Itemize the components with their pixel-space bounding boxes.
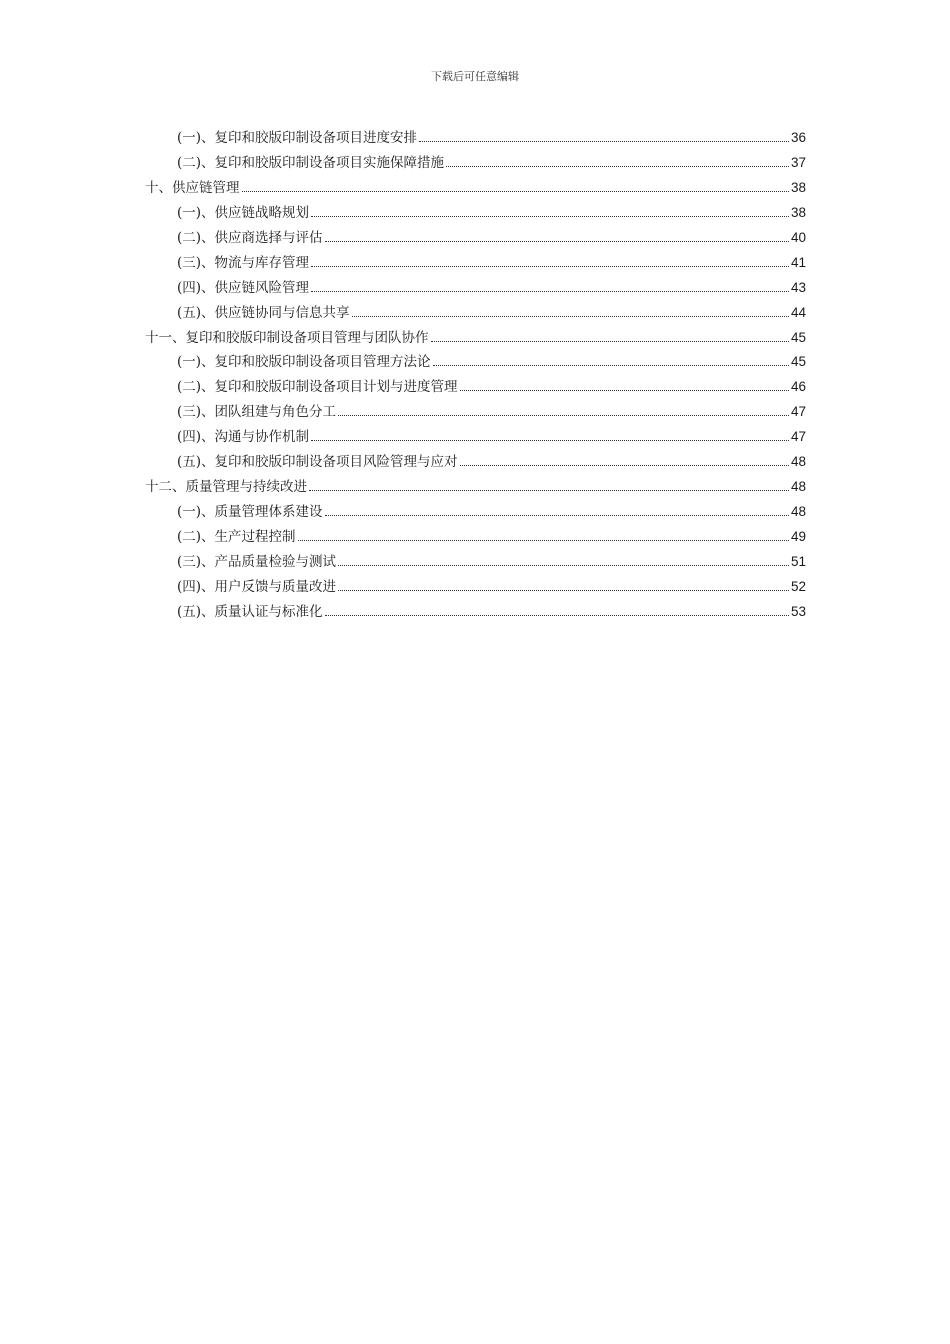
toc-dot-leader bbox=[460, 454, 789, 466]
toc-section-entry[interactable] bbox=[145, 425, 806, 450]
toc-section-entry[interactable] bbox=[145, 550, 806, 575]
toc-section-entry[interactable] bbox=[145, 375, 806, 400]
toc-entry-title: (三)、产品质量检验与测试 bbox=[177, 553, 337, 570]
toc-entry-title: (一)、复印和胶版印制设备项目进度安排 bbox=[177, 130, 418, 146]
toc-entry-title: (四)、用户反馈与质量改进 bbox=[177, 578, 337, 595]
toc-page-number: 48 bbox=[790, 504, 806, 520]
toc-dot-leader bbox=[446, 155, 789, 167]
toc-entry-title: (二)、生产过程控制 bbox=[177, 529, 296, 545]
toc-chapter-entry[interactable] bbox=[145, 176, 806, 201]
toc-dot-leader bbox=[419, 130, 789, 142]
toc-page-number: 45 bbox=[790, 354, 806, 370]
toc-dot-leader bbox=[338, 554, 789, 566]
toc-section-entry[interactable] bbox=[145, 151, 806, 176]
toc-page-number: 43 bbox=[790, 279, 806, 295]
toc-chapter-entry[interactable] bbox=[145, 326, 806, 351]
toc-section-entry[interactable] bbox=[145, 226, 806, 251]
toc-page-number: 38 bbox=[790, 179, 806, 195]
toc-entry-title: (四)、供应链风险管理 bbox=[177, 279, 310, 296]
toc-page-number: 38 bbox=[790, 204, 806, 220]
toc-section-entry[interactable] bbox=[145, 525, 806, 550]
toc-page-number: 47 bbox=[790, 429, 806, 445]
toc-dot-leader bbox=[352, 305, 789, 317]
toc-page-number: 40 bbox=[790, 229, 806, 245]
toc-page-number: 53 bbox=[790, 603, 806, 619]
toc-section-entry[interactable] bbox=[145, 251, 806, 276]
table-of-contents bbox=[145, 126, 806, 625]
toc-page-number: 45 bbox=[790, 329, 806, 345]
toc-dot-leader bbox=[311, 280, 789, 292]
toc-entry-title: (四)、沟通与协作机制 bbox=[177, 429, 310, 446]
toc-page-number: 48 bbox=[790, 454, 806, 470]
toc-page-number: 36 bbox=[790, 130, 806, 145]
toc-dot-leader bbox=[311, 255, 789, 267]
toc-entry-title: (三)、物流与库存管理 bbox=[177, 254, 310, 271]
toc-page-number: 44 bbox=[790, 304, 806, 320]
toc-dot-leader bbox=[325, 504, 789, 516]
toc-section-entry[interactable] bbox=[145, 301, 806, 326]
toc-dot-leader bbox=[460, 379, 789, 391]
toc-page-number: 37 bbox=[790, 154, 806, 170]
toc-page-number: 46 bbox=[790, 379, 806, 395]
toc-entry-title: (一)、质量管理体系建设 bbox=[177, 504, 323, 521]
toc-entry-title: (五)、供应链协同与信息共享 bbox=[177, 304, 350, 321]
toc-dot-leader bbox=[311, 205, 789, 217]
toc-section-entry[interactable] bbox=[145, 201, 806, 226]
toc-chapter-entry[interactable] bbox=[145, 475, 806, 500]
toc-page-number: 41 bbox=[790, 254, 806, 270]
toc-page-number: 47 bbox=[790, 404, 806, 420]
toc-dot-leader bbox=[338, 579, 789, 591]
toc-dot-leader bbox=[298, 529, 789, 541]
toc-dot-leader bbox=[431, 330, 789, 342]
toc-entry-title: (五)、质量认证与标准化 bbox=[177, 603, 323, 620]
toc-dot-leader bbox=[325, 230, 789, 242]
toc-section-entry[interactable] bbox=[145, 500, 806, 525]
toc-entry-title: (二)、复印和胶版印制设备项目计划与进度管理 bbox=[177, 379, 458, 396]
toc-entry-title: (三)、团队组建与角色分工 bbox=[177, 404, 337, 421]
toc-entry-title: (二)、复印和胶版印制设备项目实施保障措施 bbox=[177, 154, 445, 171]
toc-entry-title: (一)、复印和胶版印制设备项目管理方法论 bbox=[177, 354, 431, 371]
toc-section-entry[interactable] bbox=[145, 126, 806, 151]
toc-dot-leader bbox=[311, 429, 789, 441]
toc-section-entry[interactable] bbox=[145, 600, 806, 625]
toc-dot-leader bbox=[433, 354, 789, 366]
toc-dot-leader bbox=[309, 479, 789, 491]
toc-section-entry[interactable] bbox=[145, 400, 806, 425]
toc-entry-title: 十一、复印和胶版印制设备项目管理与团队协作 bbox=[145, 329, 429, 346]
toc-page-number: 48 bbox=[790, 479, 806, 495]
toc-entry-title: (一)、供应链战略规划 bbox=[177, 204, 310, 221]
toc-entry-title: (五)、复印和胶版印制设备项目风险管理与应对 bbox=[177, 454, 458, 471]
toc-page-number: 52 bbox=[790, 578, 806, 594]
toc-dot-leader bbox=[338, 404, 789, 416]
toc-entry-title: (二)、供应商选择与评估 bbox=[177, 229, 323, 246]
toc-section-entry[interactable] bbox=[145, 350, 806, 375]
toc-section-entry[interactable] bbox=[145, 276, 806, 301]
toc-section-entry[interactable] bbox=[145, 450, 806, 475]
toc-page-number: 51 bbox=[790, 553, 806, 569]
toc-entry-title: 十、供应链管理 bbox=[145, 179, 240, 196]
page-header-note: 下载后可任意编辑 bbox=[431, 70, 519, 83]
toc-entry-title: 十二、质量管理与持续改进 bbox=[145, 479, 307, 496]
toc-section-entry[interactable] bbox=[145, 575, 806, 600]
toc-dot-leader bbox=[325, 604, 789, 616]
toc-page-number: 49 bbox=[790, 529, 806, 544]
toc-dot-leader bbox=[242, 180, 789, 192]
